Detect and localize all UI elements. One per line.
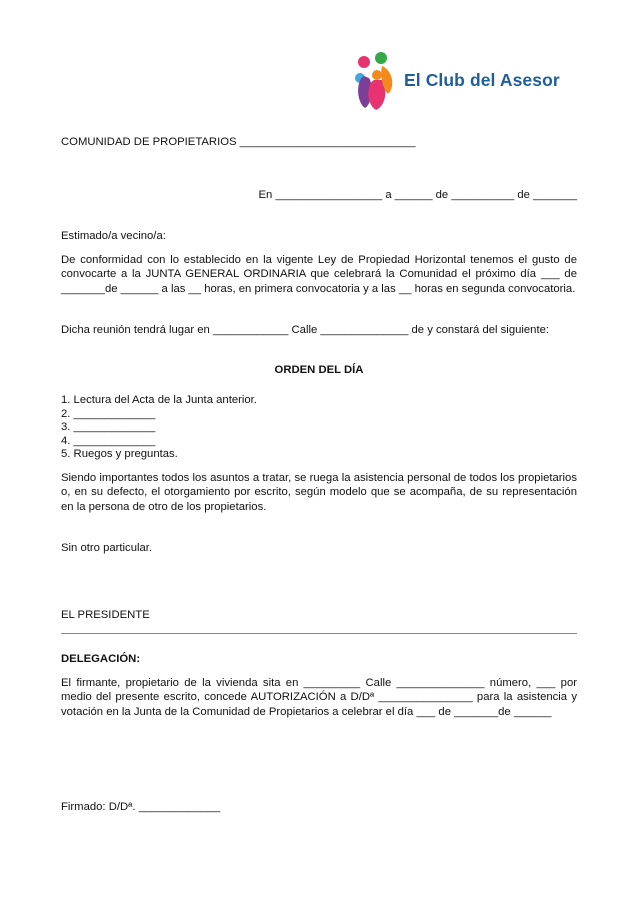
brand-logo [352, 52, 582, 112]
attendance-paragraph: Siendo importantes todos los asuntos a tratar, se ruega la asistencia personal de todos los propietarios o, en su defecto, el otorgamiento por escrito, según modelo que se acompaña, de su representación en la persona de otro de los propietarios. [61, 472, 577, 513]
agenda-item: 3. _____________ [61, 421, 156, 434]
agenda-item: 1. Lectura del Acta de la Junta anterior. [61, 394, 257, 406]
section-divider [61, 633, 577, 634]
greeting: Estimado/a vecino/a: [61, 230, 166, 242]
brand-name: El Club del Asesor [404, 70, 560, 90]
signed-line: Firmado: D/Dª. _____________ [61, 801, 221, 813]
intro-paragraph: De conformidad con lo establecido en la vigente Ley de Propiedad Horizontal tenemos el gusto de convocarte a la JUNTA GENERAL ORDINARIA que celebrará la Comunidad el próximo día ___ de _______de ______ a las __ horas, en primera convocatoria y a las __ horas en segunda convocatoria. [61, 254, 577, 295]
closing-line: Sin otro particular. [61, 542, 153, 554]
delegation-title: DELEGACIÓN: [61, 653, 141, 665]
location-paragraph: Dicha reunión tendrá lugar en ____________ Calle ______________ de y constará del siguiente: [61, 324, 550, 336]
agenda-item: 5. Ruegos y preguntas. [61, 448, 178, 461]
agenda-item: 2. _____________ [61, 407, 156, 420]
community-line: COMUNIDAD DE PROPIETARIOS ____________________________ [61, 136, 416, 148]
signature-label: EL PRESIDENTE [61, 609, 150, 621]
agenda-list [61, 394, 577, 462]
people-figures-icon [352, 52, 404, 112]
delegation-paragraph: El firmante, propietario de la vivienda sita en _________ Calle ______________ número, ___ por medio del presente escrito, concede AUTORIZACIÓN a D/Dª _______________ para la asistencia y votación en la Junta de la Comunidad de Propietarios a celebrar el día ___ de _______de ______ [61, 677, 577, 718]
date-line: En _________________ a ______ de __________ de _______ [258, 189, 577, 201]
agenda-item: 4. _____________ [61, 434, 156, 447]
agenda-title: ORDEN DEL DÍA [274, 364, 364, 376]
